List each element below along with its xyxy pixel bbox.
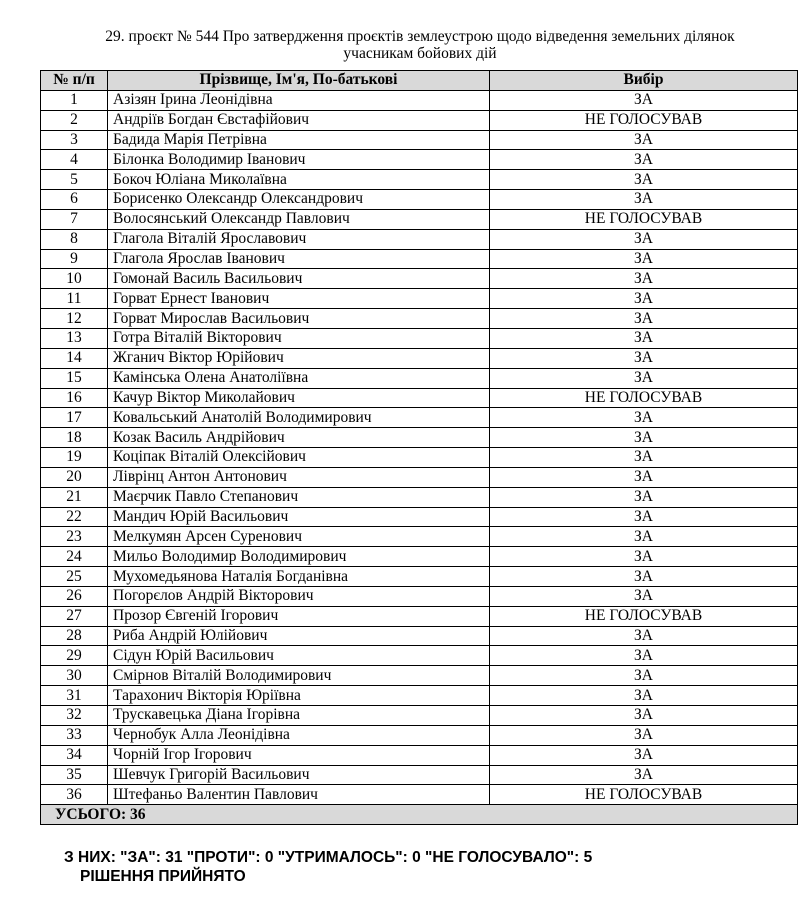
row-choice: НЕ ГОЛОСУВАВ xyxy=(490,110,798,130)
table-row xyxy=(41,765,798,785)
row-name: Ліврінц Антон Антонович xyxy=(108,467,490,487)
row-number: 23 xyxy=(41,527,108,547)
row-name: Борисенко Олександр Олександрович xyxy=(108,190,490,210)
row-choice: ЗА xyxy=(490,190,798,210)
row-name: Сідун Юрій Васильович xyxy=(108,646,490,666)
row-name: Готра Віталій Вікторович xyxy=(108,328,490,348)
row-number: 18 xyxy=(41,428,108,448)
row-number: 32 xyxy=(41,706,108,726)
row-choice: ЗА xyxy=(490,368,798,388)
table-row xyxy=(41,130,798,150)
row-number: 8 xyxy=(41,229,108,249)
table-row xyxy=(41,745,798,765)
table-row xyxy=(41,190,798,210)
row-number: 11 xyxy=(41,289,108,309)
row-name: Прозор Євгеній Ігорович xyxy=(108,606,490,626)
row-name: Погорєлов Андрій Вікторович xyxy=(108,586,490,606)
row-number: 36 xyxy=(41,785,108,805)
row-choice: ЗА xyxy=(490,646,798,666)
table-row xyxy=(41,586,798,606)
row-number: 29 xyxy=(41,646,108,666)
row-number: 5 xyxy=(41,170,108,190)
row-choice: ЗА xyxy=(490,150,798,170)
row-number: 6 xyxy=(41,190,108,210)
row-name: Чорній Ігор Ігорович xyxy=(108,745,490,765)
row-number: 17 xyxy=(41,408,108,428)
table-header-row xyxy=(41,71,798,91)
table-row xyxy=(41,249,798,269)
document-title xyxy=(40,28,800,62)
table-row xyxy=(41,547,798,567)
table-row xyxy=(41,229,798,249)
table-row xyxy=(41,785,798,805)
total-row xyxy=(41,805,798,825)
total-label: УСЬОГО: 36 xyxy=(41,805,798,825)
row-choice: ЗА xyxy=(490,467,798,487)
row-name: Горват Ернест Іванович xyxy=(108,289,490,309)
table-row xyxy=(41,606,798,626)
row-number: 33 xyxy=(41,725,108,745)
row-number: 25 xyxy=(41,567,108,587)
row-number: 27 xyxy=(41,606,108,626)
row-choice: ЗА xyxy=(490,487,798,507)
row-name: Андріїв Богдан Євстафійович xyxy=(108,110,490,130)
row-number: 26 xyxy=(41,586,108,606)
table-row xyxy=(41,646,798,666)
row-number: 15 xyxy=(41,368,108,388)
table-row xyxy=(41,388,798,408)
row-choice: ЗА xyxy=(490,269,798,289)
row-name: Бадида Марія Петрівна xyxy=(108,130,490,150)
row-choice: ЗА xyxy=(490,170,798,190)
row-name: Смірнов Віталій Володимирович xyxy=(108,666,490,686)
table-row xyxy=(41,150,798,170)
row-name: Козак Василь Андрійович xyxy=(108,428,490,448)
table-row xyxy=(41,348,798,368)
row-choice: ЗА xyxy=(490,725,798,745)
table-body xyxy=(41,90,798,804)
table-row xyxy=(41,448,798,468)
table-row xyxy=(41,567,798,587)
row-number: 13 xyxy=(41,328,108,348)
table-row xyxy=(41,170,798,190)
row-name: Чернобук Алла Леонідівна xyxy=(108,725,490,745)
row-name: Маєрчик Павло Степанович xyxy=(108,487,490,507)
title-line-2: учасникам бойових дій xyxy=(343,45,497,62)
table-row xyxy=(41,289,798,309)
row-choice: НЕ ГОЛОСУВАВ xyxy=(490,209,798,229)
row-number: 9 xyxy=(41,249,108,269)
row-number: 4 xyxy=(41,150,108,170)
row-name: Білонка Володимир Іванович xyxy=(108,150,490,170)
table-row xyxy=(41,209,798,229)
row-name: Штефаньо Валентин Павлович xyxy=(108,785,490,805)
row-choice: ЗА xyxy=(490,586,798,606)
summary-counts: З НИХ: "ЗА": 31 "ПРОТИ": 0 "УТРИМАЛОСЬ": 0 "НЕ ГОЛОСУВАЛО": 5 xyxy=(64,849,593,866)
row-number: 12 xyxy=(41,309,108,329)
table-row xyxy=(41,725,798,745)
row-choice: ЗА xyxy=(490,408,798,428)
row-number: 19 xyxy=(41,448,108,468)
row-number: 7 xyxy=(41,209,108,229)
row-number: 22 xyxy=(41,507,108,527)
row-name: Гомонай Василь Васильович xyxy=(108,269,490,289)
table-row xyxy=(41,706,798,726)
row-name: Бокоч Юліана Миколаївна xyxy=(108,170,490,190)
row-number: 35 xyxy=(41,765,108,785)
row-number: 14 xyxy=(41,348,108,368)
row-choice: ЗА xyxy=(490,328,798,348)
row-name: Мильо Володимир Володимирович xyxy=(108,547,490,567)
row-number: 21 xyxy=(41,487,108,507)
row-name: Камінська Олена Анатоліївна xyxy=(108,368,490,388)
row-name: Мандич Юрій Васильович xyxy=(108,507,490,527)
row-number: 28 xyxy=(41,626,108,646)
decision-result: РІШЕННЯ ПРИЙНЯТО xyxy=(80,868,246,885)
row-number: 3 xyxy=(41,130,108,150)
row-choice: НЕ ГОЛОСУВАВ xyxy=(490,606,798,626)
row-number: 10 xyxy=(41,269,108,289)
row-choice: ЗА xyxy=(490,706,798,726)
row-number: 2 xyxy=(41,110,108,130)
votes-table xyxy=(40,70,798,825)
row-name: Глагола Ярослав Іванович xyxy=(108,249,490,269)
row-name: Риба Андрій Юлійович xyxy=(108,626,490,646)
row-number: 24 xyxy=(41,547,108,567)
row-choice: ЗА xyxy=(490,309,798,329)
table-row xyxy=(41,666,798,686)
row-choice: ЗА xyxy=(490,289,798,309)
row-name: Жганич Віктор Юрійович xyxy=(108,348,490,368)
table-row xyxy=(41,309,798,329)
row-choice: ЗА xyxy=(490,745,798,765)
row-name: Шевчук Григорій Васильович xyxy=(108,765,490,785)
row-number: 20 xyxy=(41,467,108,487)
row-choice: ЗА xyxy=(490,90,798,110)
row-number: 34 xyxy=(41,745,108,765)
table-row xyxy=(41,408,798,428)
row-choice: ЗА xyxy=(490,547,798,567)
row-name: Волосянський Олександр Павлович xyxy=(108,209,490,229)
row-name: Мухомедьянова Наталія Богданівна xyxy=(108,567,490,587)
row-number: 1 xyxy=(41,90,108,110)
row-choice: ЗА xyxy=(490,527,798,547)
row-choice: ЗА xyxy=(490,666,798,686)
table-row xyxy=(41,368,798,388)
row-choice: НЕ ГОЛОСУВАВ xyxy=(490,785,798,805)
row-choice: ЗА xyxy=(490,130,798,150)
row-choice: ЗА xyxy=(490,229,798,249)
row-number: 31 xyxy=(41,686,108,706)
table-row xyxy=(41,507,798,527)
table-row xyxy=(41,90,798,110)
row-choice: НЕ ГОЛОСУВАВ xyxy=(490,388,798,408)
row-choice: ЗА xyxy=(490,626,798,646)
row-name: Качур Віктор Миколайович xyxy=(108,388,490,408)
row-choice: ЗА xyxy=(490,348,798,368)
row-number: 30 xyxy=(41,666,108,686)
row-name: Ковальський Анатолій Володимирович xyxy=(108,408,490,428)
row-choice: ЗА xyxy=(490,765,798,785)
table-row xyxy=(41,328,798,348)
row-choice: ЗА xyxy=(490,249,798,269)
row-name: Глагола Віталій Ярославович xyxy=(108,229,490,249)
table-row xyxy=(41,110,798,130)
row-choice: ЗА xyxy=(490,507,798,527)
row-name: Трускавецька Діана Ігорівна xyxy=(108,706,490,726)
row-name: Тарахонич Вікторія Юріївна xyxy=(108,686,490,706)
row-name: Мелкумян Арсен Суренович xyxy=(108,527,490,547)
row-choice: ЗА xyxy=(490,428,798,448)
table-row xyxy=(41,527,798,547)
vote-summary xyxy=(64,848,592,886)
row-name: Горват Мирослав Васильович xyxy=(108,309,490,329)
table-row xyxy=(41,686,798,706)
row-choice: ЗА xyxy=(490,448,798,468)
row-choice: ЗА xyxy=(490,567,798,587)
header-name: Прізвище, Ім'я, По-батькові xyxy=(108,71,490,91)
table-row xyxy=(41,626,798,646)
row-name: Коціпак Віталій Олексійович xyxy=(108,448,490,468)
row-number: 16 xyxy=(41,388,108,408)
row-choice: ЗА xyxy=(490,686,798,706)
table-row xyxy=(41,467,798,487)
header-choice: Вибір xyxy=(490,71,798,91)
row-name: Азізян Ірина Леонідівна xyxy=(108,90,490,110)
title-line-1: 29. проєкт № 544 Про затвердження проєктів землеустрою щодо відведення земельних ділянок xyxy=(105,28,735,45)
table-row xyxy=(41,487,798,507)
header-number: № п/п xyxy=(41,71,108,91)
table-row xyxy=(41,428,798,448)
table-row xyxy=(41,269,798,289)
